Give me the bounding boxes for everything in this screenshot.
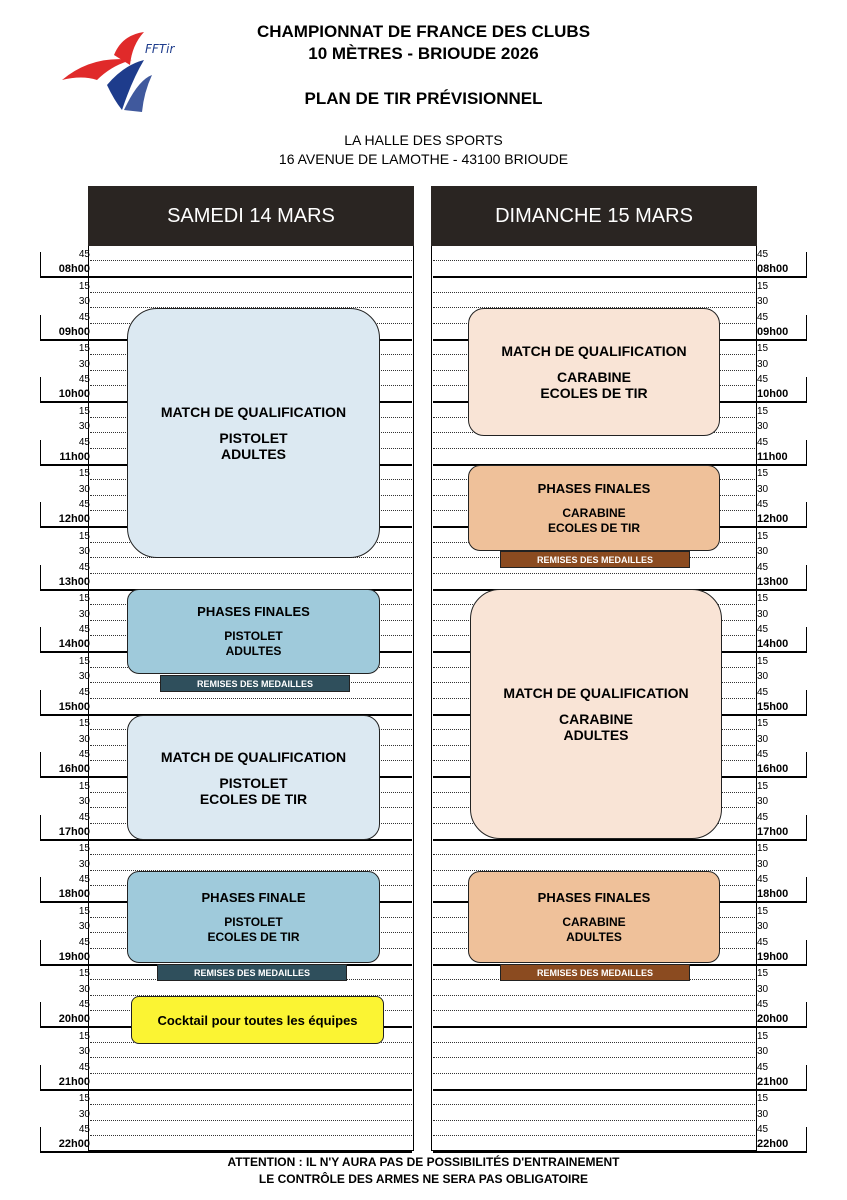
saturday-header: SAMEDI 14 MARS bbox=[88, 186, 414, 246]
block-title: MATCH DE QUALIFICATION bbox=[503, 685, 689, 701]
quarter-label: 30 bbox=[757, 546, 769, 558]
block-title: Cocktail pour toutes les équipes bbox=[157, 1012, 358, 1028]
block-line2: ECOLES DE TIR bbox=[199, 790, 308, 807]
quarter-line bbox=[90, 854, 412, 855]
hour-label: 19h00 bbox=[58, 950, 90, 963]
quarter-label: 45 bbox=[78, 874, 90, 886]
quarter-line bbox=[90, 292, 412, 293]
quarter-label: 45 bbox=[78, 1124, 90, 1136]
plan-title: PLAN DE TIR PRÉVISIONNEL bbox=[304, 89, 543, 108]
quarter-line bbox=[90, 1120, 412, 1121]
quarter-label: 15 bbox=[757, 843, 769, 855]
sat-medals-2: REMISES DES MEDAILLES bbox=[157, 964, 347, 981]
hour-tick bbox=[806, 1127, 807, 1151]
venue-name: LA HALLE DES SPORTS bbox=[344, 132, 503, 148]
hour-label: 14h00 bbox=[757, 638, 789, 650]
quarter-label: 30 bbox=[78, 1108, 90, 1120]
block-title: PHASES FINALE bbox=[201, 889, 306, 905]
quarter-label: 15 bbox=[78, 1093, 90, 1105]
hour-tick bbox=[806, 627, 807, 651]
quarter-label: 15 bbox=[78, 530, 90, 542]
hour-label: 18h00 bbox=[757, 888, 789, 900]
quarter-label: 30 bbox=[757, 858, 769, 870]
hour-label: 13h00 bbox=[58, 575, 90, 588]
hour-tick bbox=[806, 565, 807, 589]
quarter-line bbox=[433, 1135, 755, 1136]
hour-label: 12h00 bbox=[58, 513, 90, 525]
hour-tick bbox=[40, 315, 41, 339]
hour-tick bbox=[806, 1002, 807, 1026]
hour-tick bbox=[806, 252, 807, 276]
hour-tick bbox=[40, 815, 41, 839]
block-title: MATCH DE QUALIFICATION bbox=[501, 343, 687, 359]
block-line2: ECOLES DE TIR bbox=[547, 520, 640, 535]
quarter-label: 30 bbox=[78, 296, 90, 308]
quarter-label: 30 bbox=[757, 796, 769, 808]
quarter-label: 15 bbox=[78, 1030, 90, 1042]
quarter-line bbox=[433, 292, 755, 293]
quarter-label: 15 bbox=[757, 718, 769, 730]
quarter-line bbox=[433, 260, 755, 261]
sun-finals-rifle-schools bbox=[468, 465, 720, 551]
block-title: MATCH DE QUALIFICATION bbox=[160, 404, 347, 420]
hour-tick bbox=[40, 877, 41, 901]
quarter-label: 45 bbox=[78, 999, 90, 1011]
quarter-label: 45 bbox=[757, 374, 769, 386]
hour-label: 17h00 bbox=[58, 825, 90, 838]
quarter-label: 15 bbox=[757, 593, 769, 605]
hour-tick bbox=[806, 377, 807, 401]
quarter-label: 45 bbox=[757, 249, 769, 261]
hour-line bbox=[40, 276, 412, 278]
block-line1: PISTOLET bbox=[224, 629, 283, 643]
quarter-label: 15 bbox=[78, 593, 90, 605]
sun-qual-rifle-adults bbox=[470, 589, 722, 839]
hour-label: 11h00 bbox=[757, 450, 788, 463]
block-line1: CARABINE bbox=[562, 505, 626, 520]
quarter-line bbox=[90, 1135, 412, 1136]
quarter-label: 30 bbox=[757, 421, 769, 433]
venue-address: 16 AVENUE DE LAMOTHE - 43100 BRIOUDE bbox=[278, 151, 569, 167]
sun-medals-1: REMISES DES MEDAILLES bbox=[500, 551, 690, 568]
quarter-line bbox=[433, 1057, 755, 1058]
quarter-label: 45 bbox=[757, 749, 769, 761]
quarter-line bbox=[433, 1073, 755, 1074]
hour-line bbox=[40, 1089, 412, 1091]
quarter-line bbox=[90, 573, 412, 574]
quarter-label: 15 bbox=[78, 780, 90, 792]
hour-tick bbox=[806, 752, 807, 776]
sun-medals-2: REMISES DES MEDAILLES bbox=[500, 964, 690, 981]
quarter-label: 45 bbox=[78, 374, 90, 386]
quarter-label: 45 bbox=[757, 499, 769, 511]
hour-line bbox=[433, 276, 807, 278]
sat-qual-pistol-adults bbox=[127, 308, 380, 558]
quarter-label: 15 bbox=[78, 905, 90, 917]
quarter-label: 15 bbox=[757, 405, 769, 417]
quarter-line bbox=[433, 448, 755, 449]
quarter-label: 30 bbox=[757, 671, 769, 683]
hour-label: 17h00 bbox=[757, 825, 789, 838]
hour-tick bbox=[40, 1002, 41, 1026]
svg-text:FFTir: FFTir bbox=[145, 42, 175, 56]
quarter-label: 15 bbox=[757, 780, 769, 792]
block-line2: ADULTES bbox=[566, 929, 622, 944]
quarter-label: 30 bbox=[757, 733, 769, 745]
hour-label: 16h00 bbox=[757, 763, 789, 775]
quarter-line bbox=[90, 1057, 412, 1058]
quarter-label: 15 bbox=[757, 468, 769, 480]
hour-label: 12h00 bbox=[757, 513, 789, 525]
quarter-label: 45 bbox=[757, 561, 769, 573]
hour-label: 09h00 bbox=[757, 325, 789, 338]
block-title: PHASES FINALES bbox=[197, 604, 310, 619]
block-line1: PISTOLET bbox=[219, 774, 288, 791]
quarter-label: 45 bbox=[757, 1061, 769, 1073]
quarter-label: 45 bbox=[757, 1124, 769, 1136]
hour-label: 20h00 bbox=[757, 1013, 789, 1025]
hour-tick bbox=[806, 877, 807, 901]
hour-tick bbox=[806, 440, 807, 464]
quarter-label: 30 bbox=[78, 358, 90, 370]
quarter-label: 30 bbox=[757, 1108, 769, 1120]
hour-tick bbox=[806, 690, 807, 714]
hour-label: 22h00 bbox=[757, 1138, 789, 1150]
quarter-label: 30 bbox=[78, 483, 90, 495]
quarter-label: 15 bbox=[757, 280, 769, 292]
quarter-line bbox=[433, 1104, 755, 1105]
block-line1: CARABINE bbox=[559, 711, 633, 727]
quarter-label: 15 bbox=[757, 655, 769, 667]
hour-line bbox=[433, 1089, 807, 1091]
quarter-label: 30 bbox=[757, 483, 769, 495]
block-line1: CARABINE bbox=[562, 914, 626, 929]
quarter-label: 45 bbox=[78, 624, 90, 636]
quarter-label: 15 bbox=[78, 280, 90, 292]
hour-label: 16h00 bbox=[58, 763, 90, 775]
hour-tick bbox=[40, 502, 41, 526]
quarter-label: 45 bbox=[78, 686, 90, 698]
hour-label: 21h00 bbox=[58, 1075, 90, 1088]
quarter-label: 15 bbox=[757, 343, 769, 355]
hour-tick bbox=[40, 627, 41, 651]
hour-label: 15h00 bbox=[58, 700, 90, 713]
quarter-label: 15 bbox=[78, 468, 90, 480]
quarter-line bbox=[90, 1073, 412, 1074]
block-line2: ADULTES bbox=[225, 644, 282, 658]
hour-label: 10h00 bbox=[757, 388, 789, 400]
title-line-1: CHAMPIONNAT DE FRANCE DES CLUBS bbox=[256, 22, 591, 41]
hour-line bbox=[433, 1026, 807, 1028]
quarter-label: 15 bbox=[78, 968, 90, 980]
sat-medals-1: REMISES DES MEDAILLES bbox=[160, 675, 350, 692]
quarter-label: 30 bbox=[78, 421, 90, 433]
quarter-label: 30 bbox=[757, 921, 769, 933]
quarter-label: 45 bbox=[757, 686, 769, 698]
hour-tick bbox=[806, 1065, 807, 1089]
quarter-label: 45 bbox=[78, 249, 90, 261]
quarter-label: 45 bbox=[78, 936, 90, 948]
hour-tick bbox=[40, 565, 41, 589]
hour-label: 19h00 bbox=[757, 950, 789, 963]
hour-tick bbox=[40, 752, 41, 776]
hour-tick bbox=[806, 815, 807, 839]
quarter-label: 45 bbox=[78, 436, 90, 448]
quarter-line bbox=[90, 698, 412, 699]
sat-finals-pistol-adults bbox=[127, 589, 380, 674]
quarter-label: 45 bbox=[78, 499, 90, 511]
block-line1: CARABINE bbox=[557, 369, 631, 385]
hour-tick bbox=[40, 690, 41, 714]
quarter-line bbox=[90, 260, 412, 261]
quarter-line bbox=[433, 1042, 755, 1043]
hour-tick bbox=[40, 252, 41, 276]
quarter-label: 30 bbox=[78, 671, 90, 683]
hour-label: 11h00 bbox=[59, 450, 90, 463]
quarter-label: 45 bbox=[78, 1061, 90, 1073]
hour-label: 08h00 bbox=[58, 263, 90, 275]
quarter-label: 30 bbox=[757, 358, 769, 370]
hour-tick bbox=[40, 377, 41, 401]
footer-notice-1: ATTENTION : IL N'Y AURA PAS DE POSSIBILITÉS D'ENTRAINEMENT bbox=[227, 1155, 620, 1169]
quarter-label: 45 bbox=[757, 999, 769, 1011]
sat-qual-pistol-schools bbox=[127, 715, 380, 840]
sat-cocktail bbox=[131, 996, 384, 1044]
quarter-label: 30 bbox=[757, 608, 769, 620]
block-line2: ECOLES DE TIR bbox=[207, 929, 300, 944]
block-title: PHASES FINALES bbox=[537, 480, 651, 496]
hour-label: 21h00 bbox=[757, 1075, 789, 1088]
sat-finals-pistol-schools bbox=[127, 871, 380, 963]
title-line-2: 10 MÈTRES - BRIOUDE 2026 bbox=[308, 44, 539, 63]
quarter-label: 15 bbox=[757, 1093, 769, 1105]
block-line1: PISTOLET bbox=[224, 914, 283, 929]
quarter-line bbox=[433, 854, 755, 855]
block-line2: ECOLES DE TIR bbox=[540, 385, 648, 401]
quarter-label: 30 bbox=[757, 296, 769, 308]
hour-tick bbox=[806, 940, 807, 964]
quarter-line bbox=[433, 995, 755, 996]
quarter-line bbox=[90, 1104, 412, 1105]
quarter-label: 30 bbox=[757, 1046, 769, 1058]
sun-qual-rifle-schools bbox=[468, 308, 720, 436]
quarter-line bbox=[433, 1010, 755, 1011]
sun-finals-rifle-adults bbox=[468, 871, 720, 963]
quarter-label: 45 bbox=[757, 936, 769, 948]
hour-tick bbox=[806, 315, 807, 339]
quarter-label: 30 bbox=[78, 1046, 90, 1058]
block-line2: ADULTES bbox=[563, 727, 629, 743]
quarter-label: 15 bbox=[78, 343, 90, 355]
hour-label: 08h00 bbox=[757, 263, 789, 275]
quarter-label: 45 bbox=[78, 561, 90, 573]
quarter-line bbox=[433, 1120, 755, 1121]
hour-label: 18h00 bbox=[58, 888, 90, 900]
hour-tick bbox=[806, 502, 807, 526]
quarter-label: 30 bbox=[78, 733, 90, 745]
hour-label: 20h00 bbox=[58, 1013, 90, 1025]
quarter-label: 30 bbox=[78, 796, 90, 808]
hour-tick bbox=[40, 440, 41, 464]
quarter-label: 15 bbox=[78, 655, 90, 667]
hour-label: 14h00 bbox=[58, 638, 90, 650]
quarter-label: 30 bbox=[757, 983, 769, 995]
quarter-label: 30 bbox=[78, 921, 90, 933]
quarter-label: 15 bbox=[757, 968, 769, 980]
hour-label: 10h00 bbox=[58, 388, 90, 400]
block-title: MATCH DE QUALIFICATION bbox=[160, 748, 347, 765]
quarter-label: 30 bbox=[78, 546, 90, 558]
block-title: PHASES FINALES bbox=[537, 889, 651, 905]
hour-line bbox=[433, 1151, 807, 1153]
hour-label: 13h00 bbox=[757, 575, 789, 588]
quarter-label: 45 bbox=[78, 311, 90, 323]
quarter-label: 15 bbox=[78, 843, 90, 855]
quarter-label: 15 bbox=[78, 405, 90, 417]
quarter-label: 45 bbox=[757, 311, 769, 323]
block-line1: PISTOLET bbox=[219, 430, 288, 446]
hour-tick bbox=[40, 1127, 41, 1151]
quarter-label: 45 bbox=[757, 624, 769, 636]
sunday-header: DIMANCHE 15 MARS bbox=[431, 186, 757, 246]
quarter-label: 30 bbox=[78, 858, 90, 870]
quarter-label: 30 bbox=[78, 983, 90, 995]
quarter-label: 30 bbox=[78, 608, 90, 620]
quarter-line bbox=[433, 573, 755, 574]
quarter-label: 15 bbox=[757, 530, 769, 542]
quarter-label: 45 bbox=[78, 749, 90, 761]
hour-label: 22h00 bbox=[58, 1138, 90, 1150]
hour-label: 15h00 bbox=[757, 700, 789, 713]
quarter-label: 15 bbox=[757, 1030, 769, 1042]
hour-label: 09h00 bbox=[58, 325, 90, 338]
hour-tick bbox=[40, 940, 41, 964]
quarter-label: 45 bbox=[757, 874, 769, 886]
hour-line bbox=[40, 1151, 412, 1153]
quarter-label: 45 bbox=[757, 436, 769, 448]
quarter-label: 45 bbox=[78, 811, 90, 823]
quarter-label: 45 bbox=[757, 811, 769, 823]
quarter-label: 15 bbox=[78, 718, 90, 730]
quarter-label: 15 bbox=[757, 905, 769, 917]
hour-tick bbox=[40, 1065, 41, 1089]
footer-notice-2: LE CONTRÔLE DES ARMES NE SERA PAS OBLIGATOIRE bbox=[258, 1172, 589, 1186]
block-line2: ADULTES bbox=[220, 446, 287, 462]
